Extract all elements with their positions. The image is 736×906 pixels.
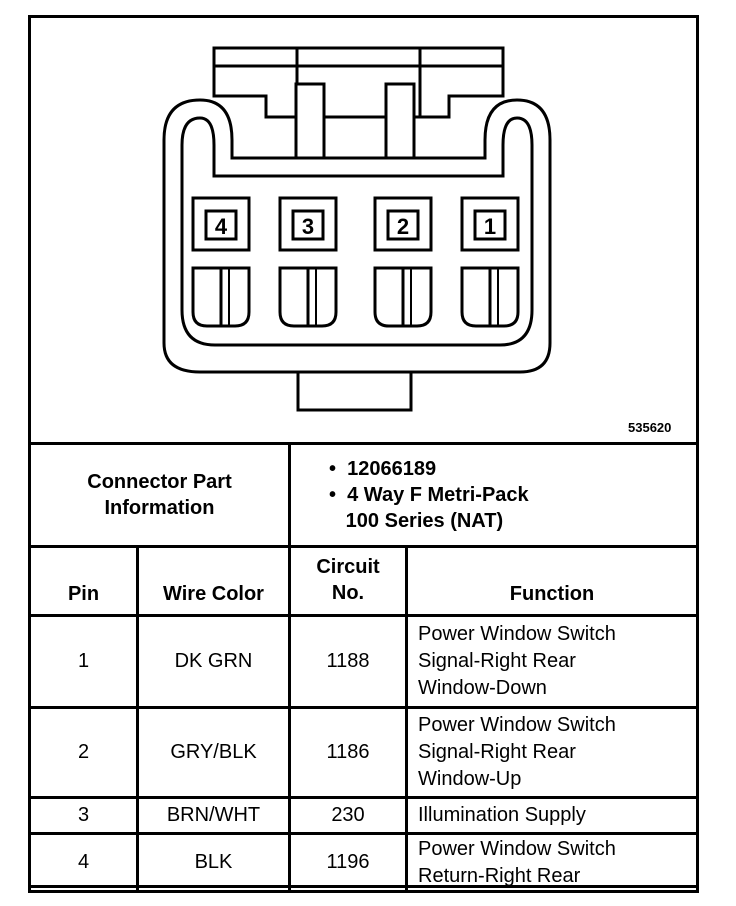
wire-color-cell: BLK <box>138 834 290 892</box>
function-line: Signal-Right Rear <box>418 741 576 763</box>
pin-3-label: 3 <box>301 214 315 239</box>
connector-drawing <box>0 0 736 445</box>
function-line: Power Window Switch <box>418 623 616 645</box>
connector-info-values: • 12066189 • 4 Way F Metri-Pack 100 Series (NAT) <box>290 444 698 547</box>
function-line: Illumination Supply <box>418 804 586 826</box>
function-cell <box>407 798 698 834</box>
header-pin: Pin <box>30 547 138 616</box>
connector-table <box>28 442 699 893</box>
header-circuit-line2: No. <box>331 582 365 604</box>
pin-cell: 4 <box>30 834 138 892</box>
function-line: Window-Up <box>418 768 522 790</box>
connector-info-row <box>30 444 698 547</box>
wire-color-cell: BRN/WHT <box>138 798 290 834</box>
header-circuit <box>290 547 407 616</box>
function-cell <box>407 616 698 708</box>
function-line: Return-Right Rear <box>418 864 581 887</box>
table-row <box>30 834 698 892</box>
circuit-cell: 1186 <box>290 708 407 798</box>
connector-info-label-line2: Information <box>104 497 215 519</box>
function-cell <box>407 708 698 798</box>
circuit-cell: 1196 <box>290 834 407 892</box>
circuit-cell: 230 <box>290 798 407 834</box>
table-row <box>30 708 698 798</box>
connector-info-label-line1: Connector Part <box>87 471 232 493</box>
pin-cell: 2 <box>30 708 138 798</box>
connector-description-line2: 100 Series (NAT) <box>345 510 504 532</box>
circuit-cell: 1188 <box>290 616 407 708</box>
header-circuit-line1: Circuit <box>316 556 380 578</box>
function-cell <box>407 834 698 892</box>
table-row <box>30 616 698 708</box>
table-header-row <box>30 547 698 616</box>
connector-latch <box>214 48 503 117</box>
connector-key-tab <box>298 372 411 410</box>
pin-cell: 3 <box>30 798 138 834</box>
figure-id: 535620 <box>628 420 672 435</box>
header-function: Function <box>407 547 698 616</box>
pin-cell: 1 <box>30 616 138 708</box>
pin-4-label: 4 <box>214 214 228 239</box>
connector-info-label <box>30 444 290 547</box>
wire-color-cell: GRY/BLK <box>138 708 290 798</box>
connector-description-line1: 4 Way F Metri-Pack <box>347 484 529 506</box>
pin-1-label: 1 <box>483 214 497 239</box>
wire-color-cell: DK GRN <box>138 616 290 708</box>
function-line: Window-Down <box>418 677 547 699</box>
pin-2-label: 2 <box>396 214 410 239</box>
function-line: Power Window Switch <box>418 837 616 860</box>
function-line: Signal-Right Rear <box>418 650 576 672</box>
table-row <box>30 798 698 834</box>
part-number: 12066189 <box>347 458 437 480</box>
header-wire-color: Wire Color <box>138 547 290 616</box>
function-line: Power Window Switch <box>418 714 616 736</box>
